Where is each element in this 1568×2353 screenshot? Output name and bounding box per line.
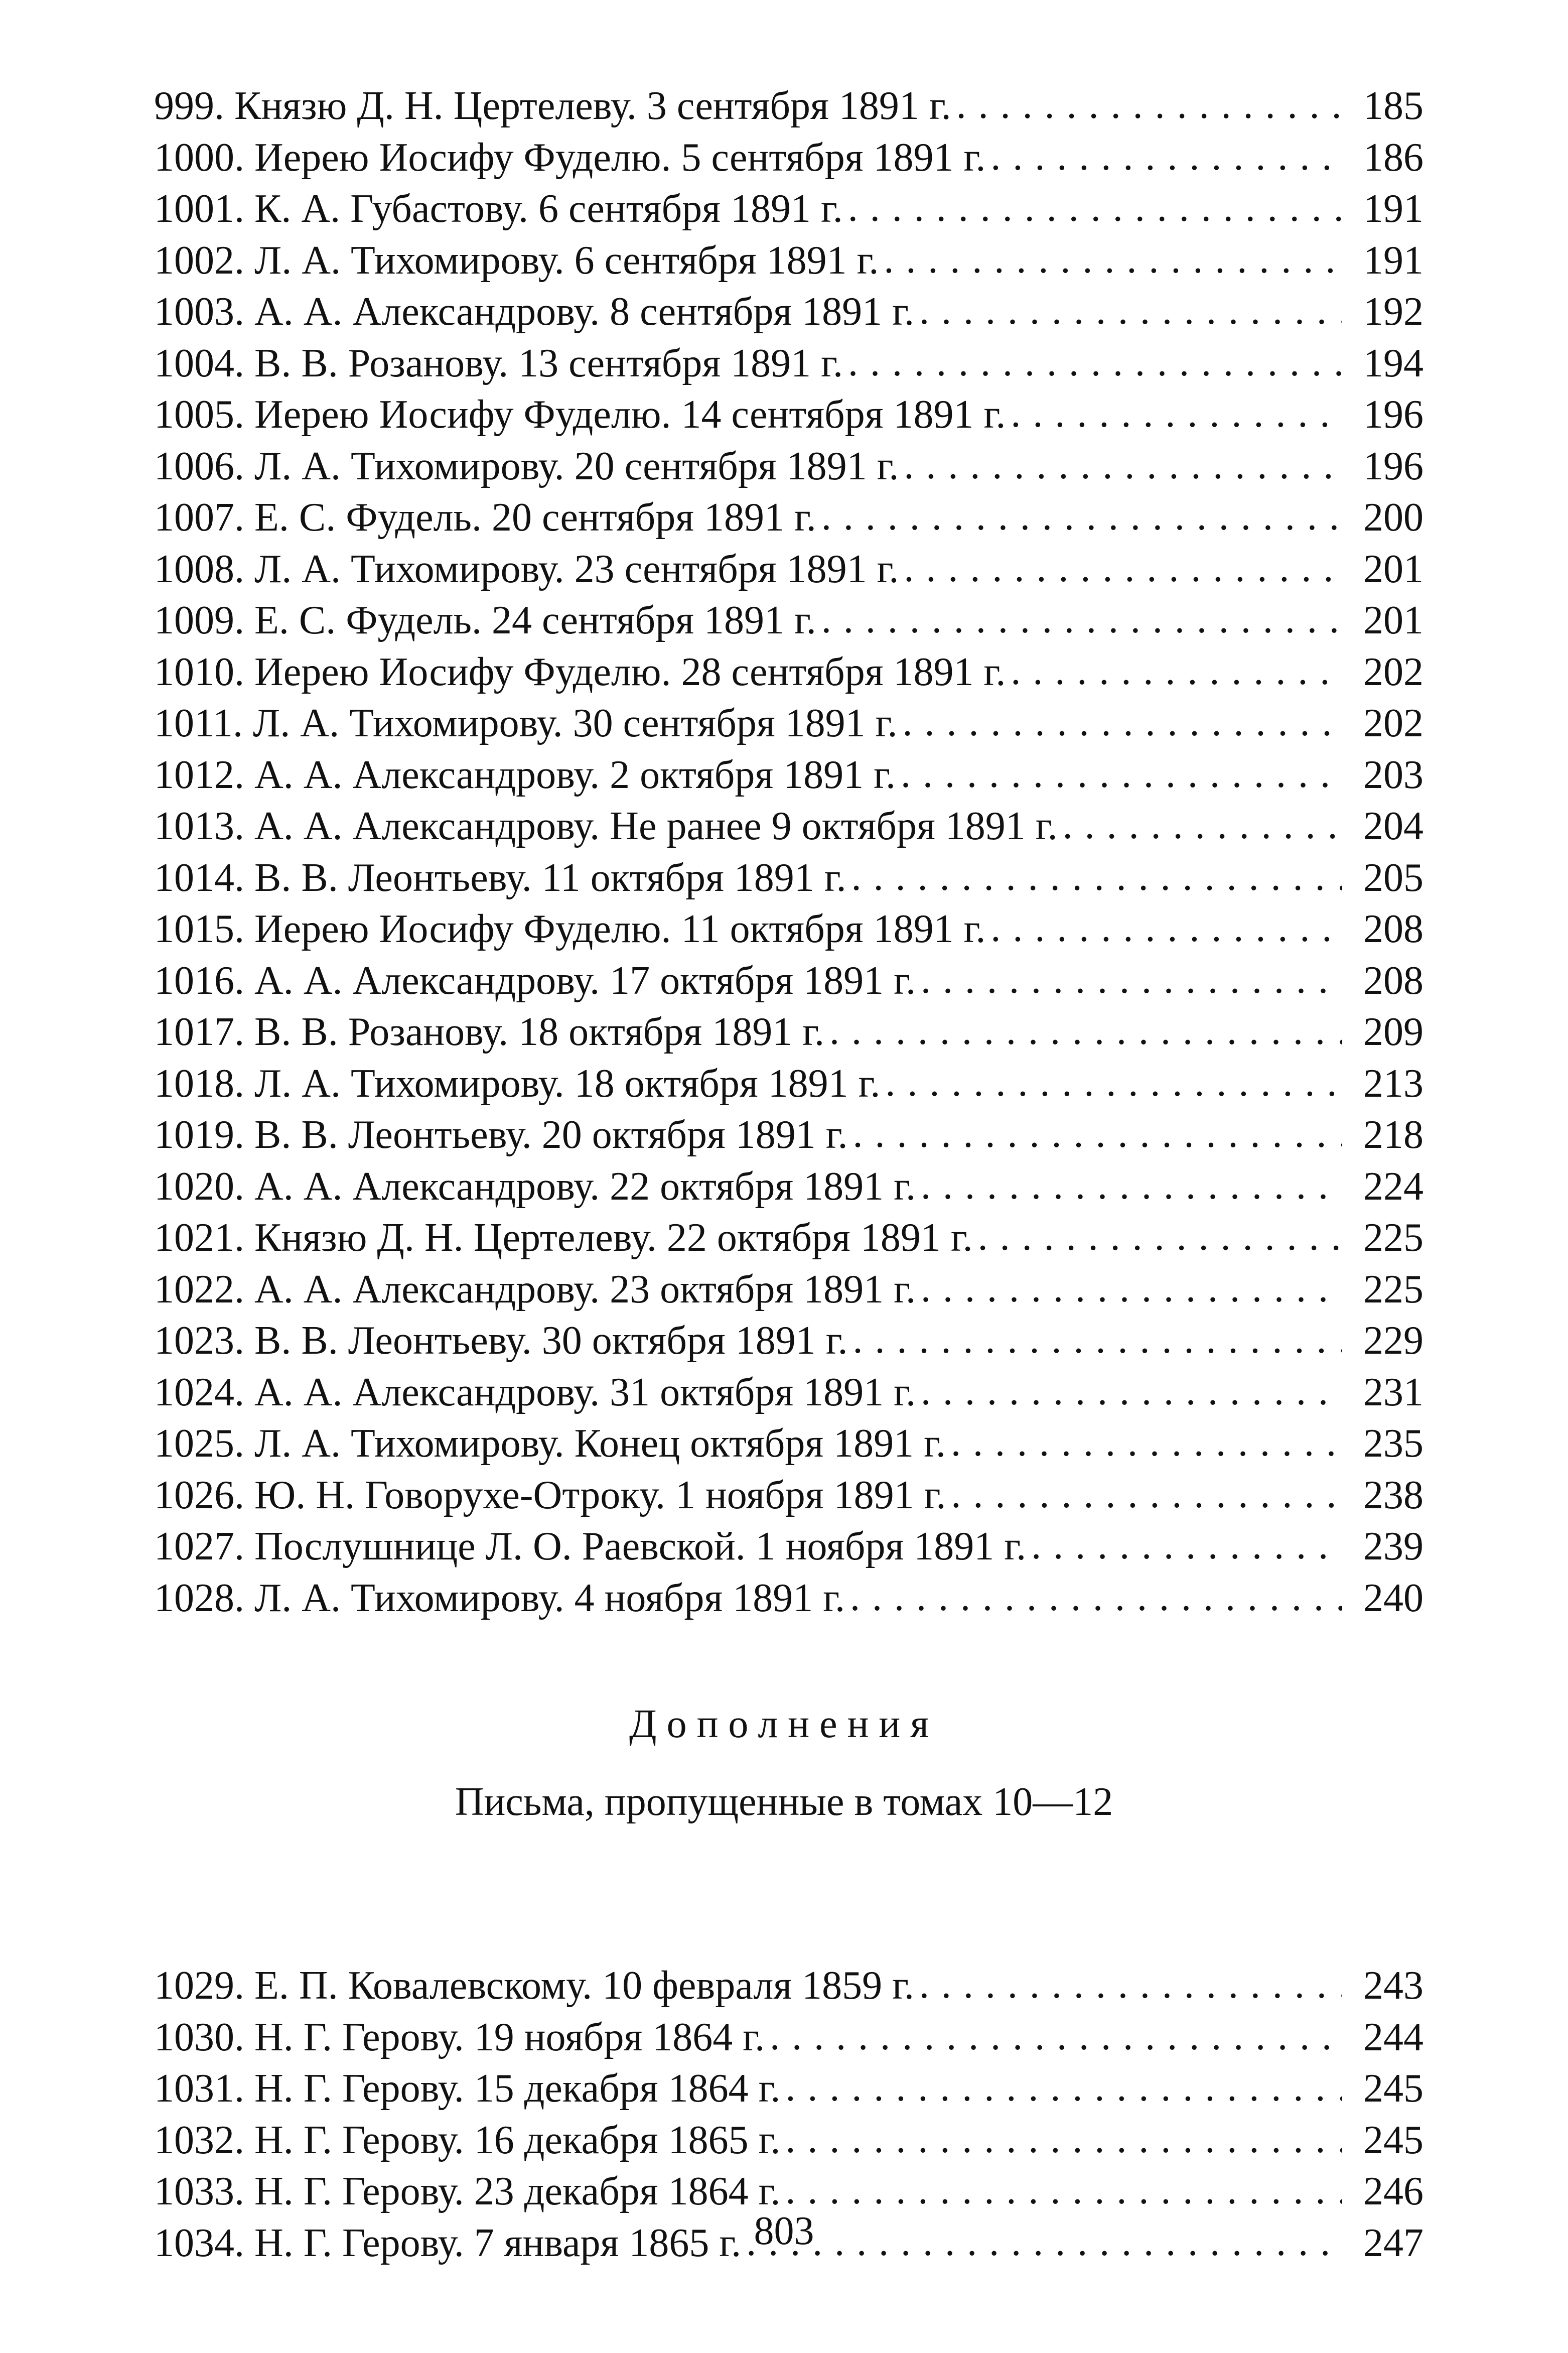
- toc-entry-page: 208: [1363, 958, 1423, 1003]
- toc-entry-title: 1007. Е. С. Фудель. 20 сентября 1891 г.: [154, 495, 816, 540]
- toc-entry-title: 1014. В. В. Леонтьеву. 11 октября 1891 г.: [154, 855, 846, 900]
- toc-entry-page: 202: [1363, 701, 1423, 745]
- dot-leader: [848, 337, 1342, 388]
- dot-leader: [921, 954, 1342, 1006]
- dot-leader: [901, 748, 1342, 800]
- toc-entry-page: 196: [1363, 393, 1423, 437]
- toc-entry: [154, 1006, 1423, 1058]
- toc-entry-page: 185: [1363, 84, 1423, 128]
- toc-entry-page: 213: [1363, 1061, 1423, 1106]
- toc-entry-title: 1030. Н. Г. Герову. 19 ноября 1864 г.: [154, 2015, 765, 2059]
- toc-entry-title: 1023. В. В. Леонтьеву. 30 октября 1891 г.: [154, 1319, 848, 1363]
- toc-entry: [154, 492, 1423, 544]
- toc-entry-page: 205: [1363, 855, 1423, 900]
- toc-entry-title: 1031. Н. Г. Герову. 15 декабря 1864 г.: [154, 2066, 781, 2111]
- toc-entry-title: 1032. Н. Г. Герову. 16 декабря 1865 г.: [154, 2118, 781, 2162]
- toc-entry-title: 1018. Л. А. Тихомирову. 18 октября 1891 г.: [154, 1061, 881, 1106]
- toc-entry: [154, 389, 1423, 441]
- toc-entry: [154, 646, 1423, 698]
- toc-entry: [154, 801, 1423, 852]
- dot-leader: [990, 131, 1342, 183]
- dot-leader: [919, 1959, 1342, 2011]
- toc-entry-page: 194: [1363, 341, 1423, 385]
- dot-leader: [821, 594, 1342, 645]
- dot-leader: [921, 1263, 1342, 1315]
- toc-entry-page: 246: [1363, 2169, 1423, 2213]
- toc-entry-title: 999. Князю Д. Н. Цертелеву. 3 сентября 1891 г.: [154, 84, 951, 128]
- dot-leader: [921, 1160, 1342, 1212]
- toc-entry: [154, 1264, 1423, 1316]
- toc-entry-page: 191: [1363, 187, 1423, 231]
- toc-entry: [154, 183, 1423, 235]
- dot-leader: [853, 1314, 1342, 1366]
- dot-leader: [785, 2062, 1342, 2114]
- dot-leader: [851, 851, 1342, 903]
- dot-leader: [951, 1469, 1342, 1520]
- toc-entry-page: 201: [1363, 547, 1423, 591]
- toc-entry-title: 1006. Л. А. Тихомирову. 20 сентября 1891 г.: [154, 444, 899, 488]
- toc-entry-title: 1003. А. А. Александрову. 8 сентября 1891 г.: [154, 290, 914, 334]
- toc-entry: [154, 235, 1423, 287]
- dot-leader: [848, 182, 1342, 234]
- dot-leader: [1011, 388, 1342, 440]
- toc-entry-page: 235: [1363, 1421, 1423, 1466]
- dot-leader: [921, 1366, 1342, 1417]
- toc-entry-title: 1028. Л. А. Тихомирову. 4 ноября 1891 г.: [154, 1576, 845, 1620]
- toc-entry-page: 231: [1363, 1370, 1423, 1414]
- toc-entry-page: 243: [1363, 1964, 1423, 2008]
- toc-entry: [154, 903, 1423, 955]
- toc-entry: [154, 2063, 1423, 2115]
- toc-entry-page: 238: [1363, 1473, 1423, 1517]
- toc-entry-page: 247: [1363, 2220, 1423, 2265]
- dot-leader: [956, 79, 1342, 131]
- dot-leader: [1011, 645, 1342, 697]
- toc-entry: [154, 1315, 1423, 1367]
- toc-entry: [154, 955, 1423, 1007]
- dot-leader: [821, 491, 1342, 543]
- section-subtitle: Письма, пропущенные в томах 10—12: [455, 1780, 1113, 1824]
- toc-entry: [154, 132, 1423, 184]
- toc-entry: [154, 441, 1423, 492]
- toc-entry-title: 1025. Л. А. Тихомирову. Конец октября 1891 г.: [154, 1421, 946, 1466]
- dot-leader: [902, 697, 1342, 748]
- dot-leader: [853, 1108, 1342, 1160]
- toc-entry: [154, 2115, 1423, 2166]
- dot-leader: [919, 285, 1342, 337]
- toc-entry-title: 1021. Князю Д. Н. Цертелеву. 22 октября 1891 г.: [154, 1216, 973, 1260]
- toc-entry: [154, 698, 1423, 749]
- toc-entry: [154, 852, 1423, 904]
- toc-entry-title: 1026. Ю. Н. Говорухе-Отроку. 1 ноября 1891 г.: [154, 1473, 946, 1517]
- toc-entry-page: 224: [1363, 1164, 1423, 1209]
- toc-entry-page: 240: [1363, 1576, 1423, 1620]
- toc-entry: [154, 1212, 1423, 1264]
- toc-entry-page: 192: [1363, 290, 1423, 334]
- dot-leader: [951, 1417, 1342, 1469]
- toc-entry-title: 1020. А. А. Александрову. 22 октября 1891 г.: [154, 1164, 916, 1209]
- dot-leader: [978, 1211, 1342, 1263]
- toc-entry-page: 201: [1363, 598, 1423, 642]
- toc-entry-title: 1000. Иерею Иосифу Фуделю. 5 сентября 1891 г.: [154, 135, 986, 180]
- toc-entry: [154, 1521, 1423, 1573]
- toc-entry: [154, 80, 1423, 132]
- toc-entry-title: 1002. Л. А. Тихомирову. 6 сентября 1891 г.: [154, 238, 879, 283]
- toc-entry-title: 1022. А. А. Александрову. 23 октября 1891 г.: [154, 1267, 916, 1312]
- dot-leader: [785, 2114, 1342, 2165]
- dot-leader: [904, 543, 1342, 594]
- toc-entry-page: 208: [1363, 907, 1423, 951]
- dot-leader: [829, 1005, 1342, 1057]
- dot-leader: [1063, 800, 1342, 851]
- toc-entry-title: 1005. Иерею Иосифу Фуделю. 14 сентября 1891 г.: [154, 393, 1006, 437]
- toc-entry-page: 229: [1363, 1319, 1423, 1363]
- toc-entry: [154, 1161, 1423, 1213]
- toc-entry-page: 245: [1363, 2066, 1423, 2111]
- toc-entry-title: 1011. Л. А. Тихомирову. 30 сентября 1891 г.: [154, 701, 898, 745]
- dot-leader: [1031, 1520, 1342, 1572]
- toc-entry-page: 209: [1363, 1010, 1423, 1054]
- toc-entry-page: 186: [1363, 135, 1423, 180]
- section-title: Дополнения: [629, 1702, 939, 1746]
- toc-entry-title: 1033. Н. Г. Герову. 23 декабря 1864 г.: [154, 2169, 781, 2213]
- toc-entry-page: 196: [1363, 444, 1423, 488]
- toc-entry-title: 1015. Иерею Иосифу Фуделю. 11 октября 1891 г.: [154, 907, 986, 951]
- toc-entry-title: 1029. Е. П. Ковалевскому. 10 февраля 1859 г.: [154, 1964, 914, 2008]
- toc-entry-title: 1024. А. А. Александрову. 31 октября 1891 г.: [154, 1370, 916, 1414]
- toc-entry-page: 245: [1363, 2118, 1423, 2162]
- toc-entry: [154, 338, 1423, 389]
- toc-entry-title: 1034. Н. Г. Герову. 7 января 1865 г.: [154, 2220, 742, 2265]
- toc-entry-page: 225: [1363, 1216, 1423, 1260]
- toc-entry: [154, 1109, 1423, 1161]
- toc-entry: [154, 1573, 1423, 1624]
- toc-entry: [154, 1960, 1423, 2012]
- toc-entry-title: 1012. А. А. Александрову. 2 октября 1891 г.: [154, 752, 896, 797]
- toc-entry-page: 200: [1363, 495, 1423, 540]
- toc-entry-title: 1027. Послушнице Л. О. Раевской. 1 ноября 1891 г.: [154, 1524, 1027, 1568]
- toc-entry-title: 1016. А. А. Александрову. 17 октября 1891 г.: [154, 958, 916, 1003]
- toc-entry-title: 1004. В. В. Розанову. 13 сентября 1891 г.: [154, 341, 843, 385]
- toc-entry-page: 225: [1363, 1267, 1423, 1312]
- toc-entry: [154, 1470, 1423, 1521]
- toc-entry: [154, 286, 1423, 338]
- toc-main-list: [154, 80, 1423, 1624]
- toc-entry-page: 244: [1363, 2015, 1423, 2059]
- toc-entry-title: 1019. В. В. Леонтьеву. 20 октября 1891 г.: [154, 1113, 848, 1157]
- toc-entry-title: 1009. Е. С. Фудель. 24 сентября 1891 г.: [154, 598, 816, 642]
- toc-entry-title: 1010. Иерею Иосифу Фуделю. 28 сентября 1891 г.: [154, 649, 1006, 694]
- toc-entry-title: 1008. Л. А. Тихомирову. 23 сентября 1891 г.: [154, 547, 899, 591]
- dot-leader: [850, 1572, 1342, 1623]
- toc-entry-page: 202: [1363, 649, 1423, 694]
- toc-entry-title: 1013. А. А. Александрову. Не ранее 9 октября 1891 г.: [154, 804, 1058, 848]
- toc-entry-page: 218: [1363, 1113, 1423, 1157]
- dot-leader: [884, 234, 1342, 286]
- toc-entry: [154, 1418, 1423, 1470]
- toc-entry-title: 1017. В. В. Розанову. 18 октября 1891 г.: [154, 1010, 824, 1054]
- toc-entry-page: 239: [1363, 1524, 1423, 1568]
- toc-entry: [154, 544, 1423, 595]
- dot-leader: [904, 440, 1342, 491]
- toc-entry-page: 203: [1363, 752, 1423, 797]
- dot-leader: [990, 902, 1342, 954]
- toc-entry: [154, 1058, 1423, 1110]
- toc-entry-page: 191: [1363, 238, 1423, 283]
- dot-leader: [770, 2011, 1342, 2062]
- toc-entry-title: 1001. К. А. Губастову. 6 сентября 1891 г.: [154, 187, 843, 231]
- toc-entry-page: 204: [1363, 804, 1423, 848]
- dot-leader: [885, 1057, 1342, 1109]
- toc-entry: [154, 2012, 1423, 2063]
- toc-entry: [154, 749, 1423, 801]
- toc-entry: [154, 1367, 1423, 1418]
- toc-entry: [154, 595, 1423, 646]
- page-number: 803: [754, 2209, 814, 2253]
